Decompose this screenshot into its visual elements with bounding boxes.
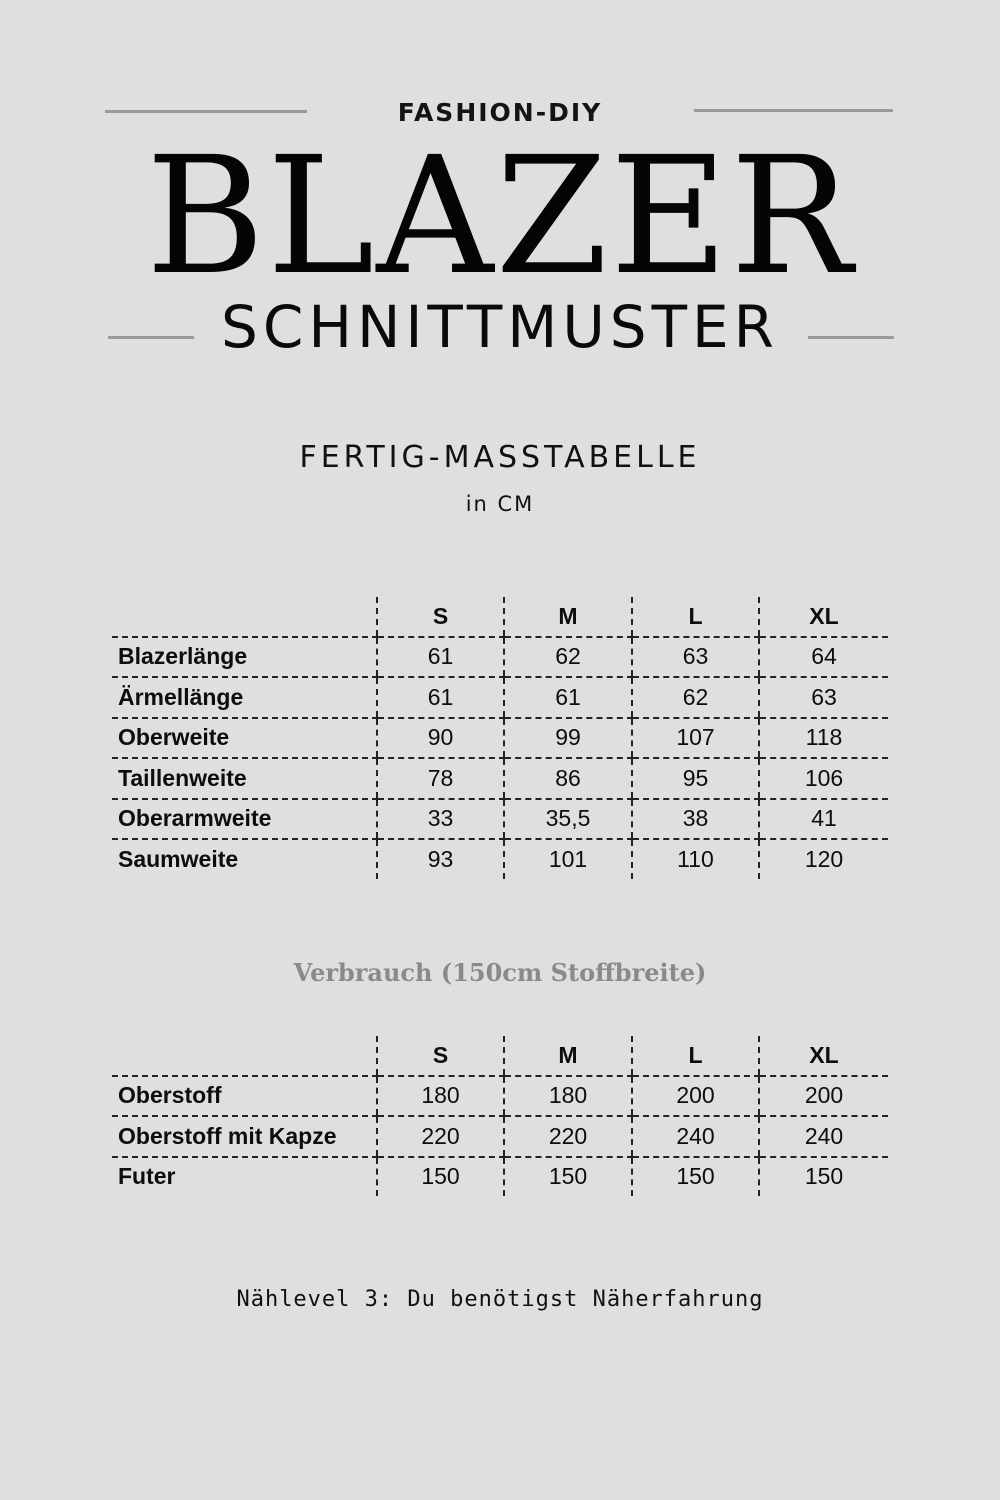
table-cell: 118 [759,718,888,759]
table-cell: 150 [377,1157,504,1197]
column-header-m: M [504,597,632,637]
header-blank-cell [112,1036,377,1076]
table-cell: 150 [632,1157,759,1197]
row-label: Oberweite [112,718,377,759]
row-label: Taillenweite [112,758,377,799]
row-label: Blazerlänge [112,637,377,678]
size-table [112,597,888,879]
column-header-l: L [632,597,759,637]
consumption-title: Verbrauch (150cm Stoffbreite) [293,958,707,987]
column-header-s: S [377,597,504,637]
table-cell: 120 [759,839,888,879]
table-row [112,1116,888,1157]
table-row [112,1157,888,1197]
table-cell: 35,5 [504,799,632,840]
table-cell: 63 [632,637,759,678]
table-cell: 90 [377,718,504,759]
table-cell: 38 [632,799,759,840]
column-header-s: S [377,1036,504,1076]
table-cell: 200 [632,1076,759,1117]
table-cell: 200 [759,1076,888,1117]
table-cell: 240 [632,1116,759,1157]
table-row [112,718,888,759]
size-table-unit: in CM [465,492,535,516]
table-cell: 180 [504,1076,632,1117]
table-cell: 33 [377,799,504,840]
table-row [112,799,888,840]
table-cell: 93 [377,839,504,879]
consumption-table [112,1036,888,1196]
row-label: Futer [118,1163,176,1190]
row-label: Saumweite [118,845,239,872]
table-cell: 61 [377,677,504,718]
table-cell: 61 [377,637,504,678]
column-header-m: M [504,1036,632,1076]
table-cell: 63 [759,677,888,718]
table-row [112,677,888,718]
column-header-xl: XL [759,1036,888,1076]
column-header-l: L [632,1036,759,1076]
row-label: Oberstoff [112,1076,377,1117]
size-table-title: FERTIG-MASSTABELLE [299,440,701,475]
table-cell: 95 [632,758,759,799]
size-table-header-row [112,597,888,637]
table-cell: 240 [759,1116,888,1157]
table-cell: 62 [504,637,632,678]
row-label: Ärmellänge [112,677,377,718]
column-header-xl: XL [759,597,888,637]
table-cell: 101 [504,839,632,879]
page-title: BLAZER [145,123,855,311]
table-cell: 220 [504,1116,632,1157]
consumption-table-header-row [112,1036,888,1076]
table-cell: 150 [504,1157,632,1197]
table-cell: 61 [504,677,632,718]
table-row [112,839,888,879]
table-cell: 220 [377,1116,504,1157]
table-row [112,1076,888,1117]
table-cell: 64 [759,637,888,678]
table-cell: 180 [377,1076,504,1117]
table-cell: 41 [759,799,888,840]
table-cell: 110 [632,839,759,879]
table-row [112,637,888,678]
table-cell: 106 [759,758,888,799]
page-subtitle: SCHNITTMUSTER [221,293,779,361]
table-cell: 86 [504,758,632,799]
header-kicker: FASHION-DIY [397,98,603,127]
table-cell: 62 [632,677,759,718]
row-label: Oberstoff mit Kapze [112,1116,377,1157]
row-label: Oberarmweite [112,799,377,840]
table-cell: 99 [504,718,632,759]
table-cell: 107 [632,718,759,759]
table-cell: 150 [759,1157,888,1197]
sewing-level-note: Nählevel 3: Du benötigst Näherfahrung [236,1287,764,1312]
table-row [112,758,888,799]
table-cell: 78 [377,758,504,799]
header-blank-cell [112,597,377,637]
